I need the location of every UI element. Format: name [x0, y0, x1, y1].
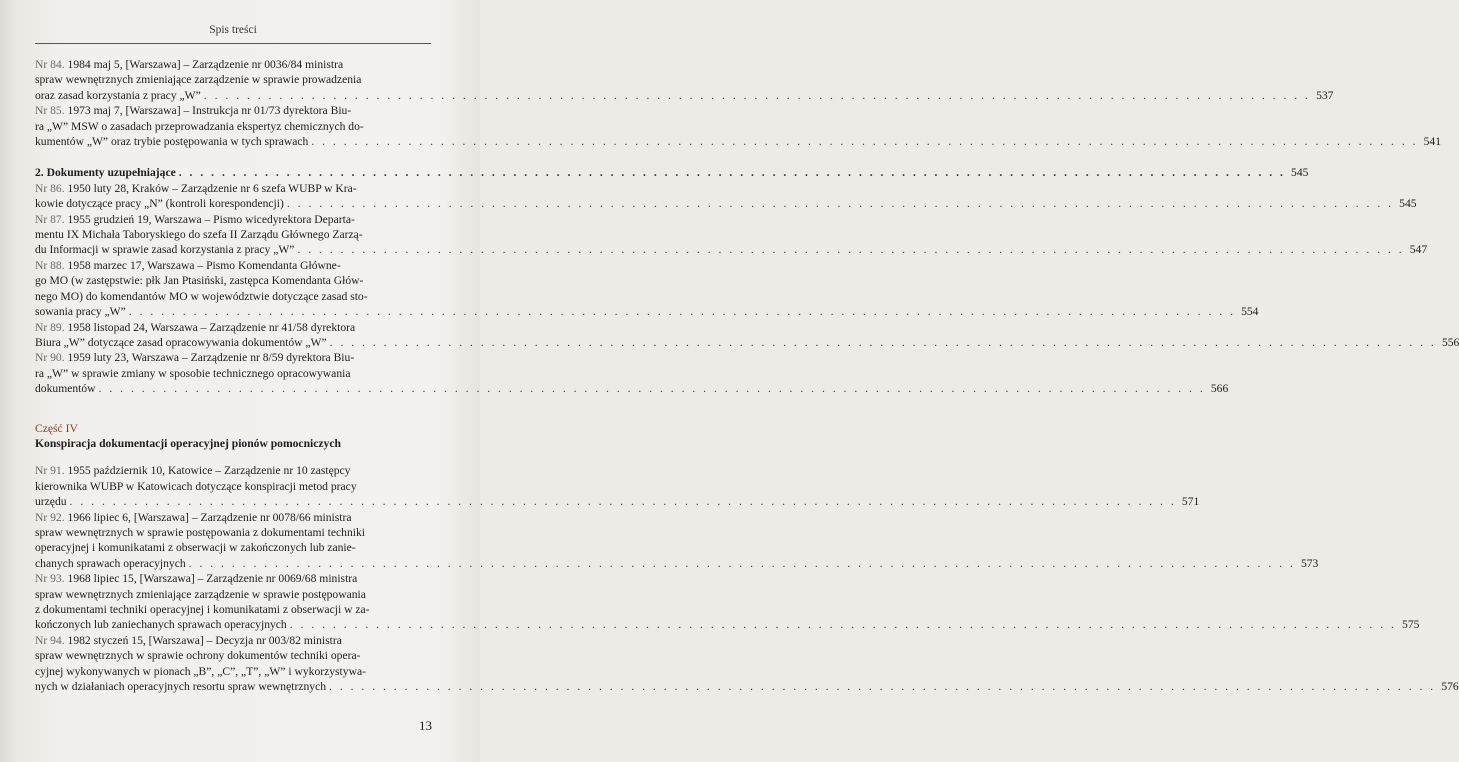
entry-text: spraw wewnętrznych w sprawie postępowania z dokumentami techniki	[35, 525, 365, 539]
toc-line	[35, 350, 431, 365]
toc-line	[35, 57, 431, 72]
toc-line	[35, 273, 431, 288]
entry-text: nego MO) do komendantów MO w województwie dotyczące zasad sto-	[35, 289, 368, 303]
leader-dots	[327, 335, 1440, 350]
toc-line	[35, 648, 431, 663]
line-text	[35, 366, 350, 381]
toc-entry	[35, 571, 1420, 633]
section-heading	[35, 165, 1309, 180]
entry-text: z dokumentami techniki operacyjnej i komunikatami z obserwacji w za-	[35, 603, 370, 616]
entry-text: sowania pracy „W”	[35, 305, 126, 319]
line-text	[35, 648, 361, 663]
line-text	[35, 320, 355, 335]
leader-dots	[326, 679, 1439, 694]
toc-line	[35, 320, 431, 335]
line-text	[35, 494, 67, 509]
toc-line	[35, 242, 1428, 257]
line-text	[35, 571, 357, 586]
entry-number: Nr 92.	[35, 510, 65, 524]
line-text	[35, 119, 364, 134]
entry-text: 1955 grudzień 19, Warszawa – Pismo wicedyrektora Departa-	[64, 212, 355, 226]
entry-text: du Informacji w sprawie zasad korzystania z pracy „W”	[35, 243, 295, 257]
entry-text: go MO (w zastępstwie: płk Jan Ptasiński, zastępca Komendanta Głów-	[35, 274, 364, 288]
entry-text: ra „W” w sprawie zmiany w sposobie technicznego opracowywania	[35, 366, 351, 380]
leader-dots	[96, 381, 1209, 396]
entry-number: Nr 90.	[35, 351, 65, 365]
entry-text: spraw wewnętrznych zmieniające zarządzenie w sprawie postępowania	[35, 587, 366, 601]
entry-text: 1958 listopad 24, Warszawa – Zarządzenie nr 41/58 dyrektora	[64, 320, 356, 334]
entry-text: 1950 luty 28, Kraków – Zarządzenie nr 6 szefa WUBP w Kra-	[64, 181, 357, 195]
toc-entry	[35, 633, 1459, 695]
entry-text: ra „W” MSW o zasadach przeprowadzania ekspertyz chemicznych do-	[35, 119, 364, 133]
line-text	[35, 289, 368, 304]
toc-line	[35, 617, 1420, 632]
toc-line	[35, 479, 431, 494]
line-text	[35, 479, 357, 494]
header-rule	[35, 43, 431, 44]
entry-page: 571	[1181, 495, 1200, 509]
entry-number: Nr 88.	[35, 258, 65, 272]
toc-line	[35, 571, 431, 586]
toc-line	[35, 119, 431, 134]
entry-text: oraz zasad korzystania z pracy „W”	[35, 88, 201, 102]
line-text	[35, 587, 366, 602]
entry-page: 537	[1316, 88, 1334, 102]
toc-line	[35, 540, 431, 555]
entry-number: Nr 91.	[35, 464, 65, 478]
line-text	[35, 134, 308, 149]
toc-line	[35, 289, 431, 304]
leader-dots	[284, 196, 1397, 211]
toc-line	[35, 463, 431, 478]
entry-page: 573	[1300, 556, 1319, 570]
leader-dots	[67, 494, 1180, 509]
entry-text: 1959 luty 23, Warszawa – Zarządzenie nr 8/59 dyrektora Biu-	[64, 351, 355, 365]
entry-number: Nr 87.	[35, 212, 65, 226]
toc-entry	[35, 57, 1334, 103]
toc-line	[35, 633, 431, 648]
page-number: 13	[419, 718, 432, 733]
toc-entry	[35, 103, 1442, 149]
toc-entry	[35, 320, 1459, 351]
entry-number: Nr 84.	[35, 58, 65, 71]
toc-line	[35, 103, 431, 118]
entry-text: 1968 lipiec 15, [Warszawa] – Zarządzenie nr 0069/68 ministra	[64, 572, 358, 586]
part-label: Część IV	[35, 421, 78, 435]
line-text	[35, 196, 284, 211]
line-text	[35, 212, 355, 227]
entry-page: 556	[1441, 335, 1459, 349]
toc-line	[35, 335, 1459, 350]
line-text	[35, 525, 365, 540]
entry-page: 541	[1423, 135, 1442, 149]
part-title: Konspiracja dokumentacji operacyjnej pionów pomocniczych	[35, 436, 341, 450]
line-text	[35, 350, 354, 365]
entry-page: 545	[1399, 197, 1417, 211]
entry-text: operacyjnej i komunikatami z obserwacji w zakończonych lub zanie-	[35, 541, 356, 555]
toc-entry	[35, 181, 1417, 212]
entry-text: kowie dotyczące pracy „N” (kontroli korespondencji)	[35, 197, 284, 211]
toc-line	[35, 181, 431, 196]
toc-entry	[35, 212, 1428, 258]
entry-number: Nr 93.	[35, 572, 65, 586]
toc-entry	[35, 510, 1319, 572]
toc-line	[35, 134, 1442, 149]
leader-dots	[287, 617, 1400, 632]
line-text	[35, 556, 186, 571]
line-text	[35, 227, 363, 242]
line-text	[35, 463, 350, 478]
entry-page: 554	[1241, 305, 1259, 319]
entry-text: spraw wewnętrznych zmieniające zarządzenie w sprawie prowadzenia	[35, 73, 362, 87]
leader-dots	[294, 242, 1407, 257]
line-text	[35, 258, 341, 273]
toc-line	[35, 494, 1200, 509]
entry-number: Nr 86.	[35, 181, 65, 195]
toc-line	[35, 258, 431, 273]
toc-line	[35, 196, 1417, 211]
entry-text: kierownika WUBP w Katowicach dotyczące konspiracji metod pracy	[35, 479, 357, 493]
line-text	[35, 273, 363, 288]
line-text	[35, 88, 201, 103]
entry-text: mentu IX Michała Taboryskiego do szefa II Zarządu Głównego Zarzą-	[35, 228, 363, 242]
entry-text: spraw wewnętrznych w sprawie ochrony dokumentów techniki opera-	[35, 649, 361, 663]
toc-line	[35, 212, 431, 227]
line-text	[35, 381, 96, 396]
line-text	[35, 335, 327, 350]
toc-block-2	[35, 181, 1459, 397]
leader-dots	[126, 304, 1239, 319]
line-text	[35, 57, 343, 72]
spacer	[35, 149, 431, 165]
line-text	[35, 602, 370, 617]
leader-dots	[308, 134, 1421, 149]
leader-dots	[186, 556, 1299, 571]
entry-text: nych w działaniach operacyjnych resortu spraw wewnętrznych	[35, 680, 327, 694]
toc-line	[35, 88, 1334, 103]
entry-text: 1973 maj 7, [Warszawa] – Instrukcja nr 01/73 dyrektora Biu-	[64, 104, 352, 118]
toc-line	[35, 366, 431, 381]
toc-entry	[35, 350, 1229, 396]
toc-line	[35, 227, 431, 242]
entry-page: 547	[1409, 243, 1428, 257]
line-text	[35, 664, 366, 679]
line-text	[35, 617, 287, 632]
toc-line	[35, 525, 431, 540]
section-title: 2. Dokumenty uzupełniające	[35, 166, 176, 180]
entry-text: dokumentów	[35, 382, 96, 396]
toc-block-1	[35, 57, 1442, 149]
toc-block-3	[35, 463, 1459, 694]
toc-line	[35, 556, 1319, 571]
entry-text: kumentów „W” oraz trybie postępowania w tych sprawach	[35, 135, 309, 149]
line-text	[35, 304, 126, 319]
line-text	[35, 633, 342, 648]
line-text	[35, 679, 326, 694]
line-text	[35, 540, 356, 555]
entry-text: kończonych lub zaniechanych sprawach operacyjnych	[35, 618, 287, 632]
entry-text: cyjnej wykonywanych w pionach „B”, „C”, „T”, „W” i wykorzystywa-	[35, 664, 366, 678]
toc-line	[35, 510, 431, 525]
entry-number: Nr 94.	[35, 633, 65, 647]
leader-dots	[201, 88, 1314, 103]
toc-entry	[35, 258, 1259, 320]
line-text	[35, 242, 294, 257]
entry-page: 576	[1441, 680, 1459, 694]
line-text	[35, 181, 357, 196]
toc-line	[35, 679, 1459, 694]
entry-text: chanych sprawach operacyjnych	[35, 556, 186, 570]
line-text	[35, 510, 352, 525]
table-of-contents	[35, 57, 1459, 694]
entry-text: 1958 marzec 17, Warszawa – Pismo Komendanta Główne-	[64, 258, 341, 272]
entry-text: 1982 styczeń 15, [Warszawa] – Decyzja nr 003/82 ministra	[64, 633, 342, 647]
section-page: 545	[1291, 166, 1309, 180]
entry-text: urzędu	[35, 495, 67, 509]
toc-entry	[35, 463, 1200, 509]
toc-line	[35, 72, 431, 87]
line-text	[35, 103, 351, 118]
entry-page: 566	[1210, 382, 1229, 396]
toc-line	[35, 381, 1229, 396]
entry-text: Biura „W” dotyczące zasad opracowywania dokumentów „W”	[35, 335, 327, 349]
running-head: Spis treści	[209, 24, 257, 36]
toc-line	[35, 587, 431, 602]
entry-text: 1966 lipiec 6, [Warszawa] – Zarządzenie nr 0078/66 ministra	[64, 510, 352, 524]
leader-dots	[176, 165, 1289, 180]
entry-number: Nr 85.	[35, 104, 65, 118]
entry-text: 1984 maj 5, [Warszawa] – Zarządzenie nr 0036/84 ministra	[64, 58, 344, 71]
line-text	[35, 72, 361, 87]
toc-line	[35, 304, 1259, 319]
toc-line	[35, 602, 431, 617]
entry-text: 1955 październik 10, Katowice – Zarządzenie nr 10 zastępcy	[64, 464, 351, 478]
entry-page: 575	[1402, 618, 1420, 632]
toc-line	[35, 664, 431, 679]
entry-number: Nr 89.	[35, 320, 65, 334]
